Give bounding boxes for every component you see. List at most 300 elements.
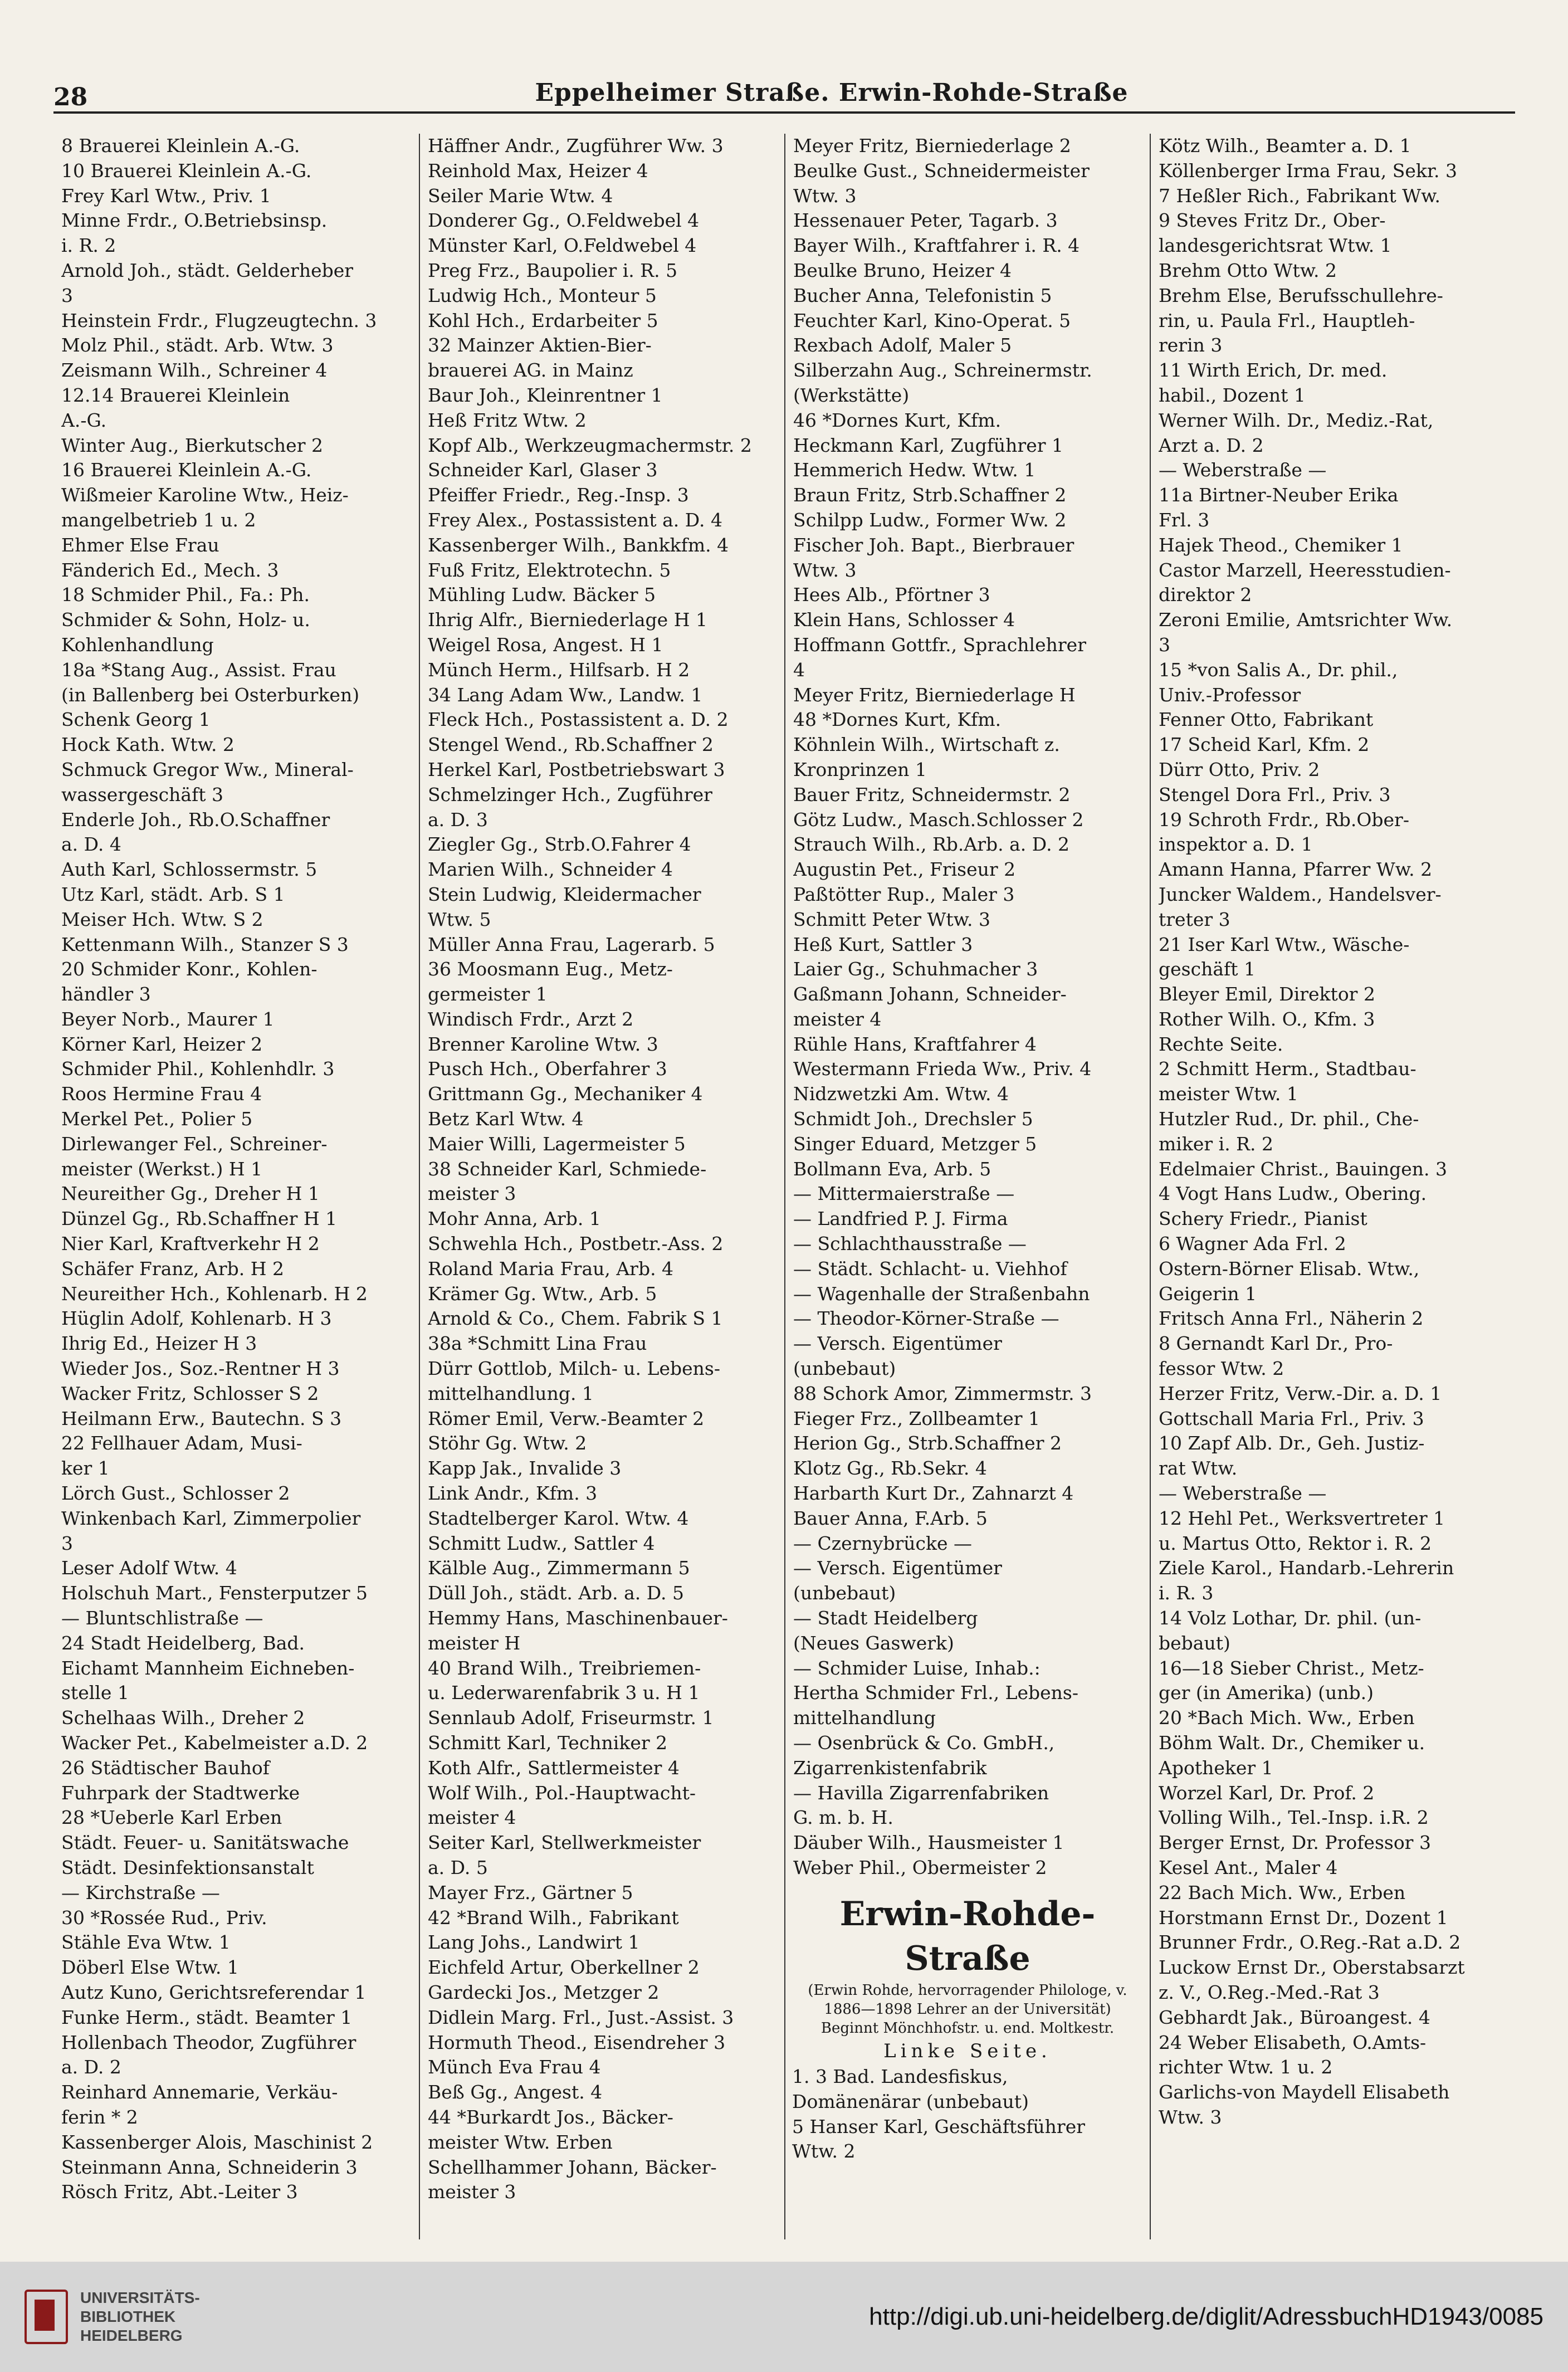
list-item: — Städt. Schlacht- u. Viehhof <box>793 1257 1067 1280</box>
list-item: Klein Hans, Schlosser 4 <box>793 609 1015 631</box>
list-item: meister 4 <box>428 1807 516 1829</box>
list-item: — Bluntschlistraße — <box>61 1607 263 1629</box>
list-item: Schmuck Gregor Ww., Mineral- <box>61 758 354 780</box>
list-item: Laier Gg., Schuhmacher 3 <box>793 958 1038 980</box>
list-item: 3 <box>1159 633 1170 656</box>
list-item: 22 Bach Mich. Ww., Erben <box>1159 1881 1406 1904</box>
list-item: 30 *Rossée Rud., Priv. <box>61 1906 267 1929</box>
list-item: Nier Karl, Kraftverkehr H 2 <box>61 1233 320 1255</box>
list-item: Horstmann Ernst Dr., Dozent 1 <box>1159 1906 1448 1929</box>
list-item: Winter Aug., Bierkutscher 2 <box>61 434 323 456</box>
list-item: Düll Joh., städt. Arb. a. D. 5 <box>428 1582 684 1604</box>
list-item: Heilmann Erw., Bautechn. S 3 <box>61 1407 342 1429</box>
list-item: Hüglin Adolf, Kohlenarb. H 3 <box>61 1307 332 1330</box>
list-item: Rexbach Adolf, Maler 5 <box>793 334 1012 357</box>
list-item: Neureither Hch., Kohlenarb. H 2 <box>61 1282 368 1305</box>
list-item: Wtw. 3 <box>1159 2106 1222 2128</box>
list-item: a. D. 2 <box>61 2056 121 2078</box>
list-item: Autz Kuno, Gerichtsreferendar 1 <box>61 1981 367 2003</box>
list-item: — Havilla Zigarrenfabriken <box>793 1782 1049 1804</box>
list-item: 88 Schork Amor, Zimmermstr. 3 <box>793 1382 1092 1404</box>
list-item: Maier Willi, Lagermeister 5 <box>428 1133 686 1155</box>
list-item: 24 Stadt Heidelberg, Bad. <box>61 1632 305 1654</box>
list-item: stelle 1 <box>61 1682 129 1704</box>
footer-bar <box>0 2262 1568 2372</box>
list-item: mittelhandlung. 1 <box>428 1382 594 1404</box>
list-item: Kapp Jak., Invalide 3 <box>428 1457 622 1480</box>
list-item: Fieger Frz., Zollbeamter 1 <box>793 1407 1041 1429</box>
list-item: Münster Karl, O.Feldwebel 4 <box>428 235 697 257</box>
list-item: Hoffmann Gottfr., Sprachlehrer <box>793 633 1086 656</box>
list-item: Reinhold Max, Heizer 4 <box>428 159 648 182</box>
list-item: Schmitt Peter Wtw. 3 <box>793 908 990 930</box>
list-item: Münch Herm., Hilfsarb. H 2 <box>428 658 690 681</box>
list-item: meister H <box>428 1632 521 1654</box>
list-item: Pusch Hch., Oberfahrer 3 <box>428 1058 667 1080</box>
list-item: Schmitt Karl, Techniker 2 <box>428 1732 668 1754</box>
list-item: 12.14 Brauerei Kleinlein <box>61 384 290 406</box>
list-item: Minne Frdr., O.Betriebsinsp. <box>61 209 328 232</box>
list-item: Schellhammer Johann, Bäcker- <box>428 2156 717 2178</box>
list-item: Herzer Fritz, Verw.-Dir. a. D. 1 <box>1159 1382 1442 1404</box>
list-item: 16 Brauerei Kleinlein A.-G. <box>61 459 312 481</box>
list-item: — Versch. Eigentümer <box>793 1557 1002 1579</box>
list-item: meister Wtw. Erben <box>428 2131 613 2153</box>
list-item: Volling Wilh., Tel.-Insp. i.R. 2 <box>1159 1807 1429 1829</box>
list-item: Enderle Joh., Rb.O.Schaffner <box>61 808 330 831</box>
list-item: mittelhandlung <box>793 1707 936 1729</box>
directory-column-4 <box>1150 134 1515 2239</box>
list-item: Frey Karl Wtw., Priv. 1 <box>61 184 271 207</box>
list-item: a. D. 5 <box>428 1856 488 1878</box>
list-item: miker i. R. 2 <box>1159 1133 1273 1155</box>
list-item: Schmider & Sohn, Holz- u. <box>61 609 310 631</box>
list-item: Hertha Schmider Frl., Lebens- <box>793 1682 1078 1704</box>
list-item: 20 Schmider Konr., Kohlen- <box>61 958 317 980</box>
list-item: Meiser Hch. Wtw. S 2 <box>61 908 263 930</box>
list-item: Beß Gg., Angest. 4 <box>428 2081 603 2103</box>
list-item: Müller Anna Frau, Lagerarb. 5 <box>428 933 715 955</box>
list-item: 18a *Stang Aug., Assist. Frau <box>61 658 336 681</box>
list-item: Arnold & Co., Chem. Fabrik S 1 <box>428 1307 723 1330</box>
list-item: richter Wtw. 1 u. 2 <box>1159 2056 1333 2078</box>
list-item: Hessenauer Peter, Tagarb. 3 <box>793 209 1058 232</box>
list-item: Wtw. 5 <box>428 908 491 930</box>
list-item: meister 3 <box>428 1183 516 1205</box>
list-item: Hock Kath. Wtw. 2 <box>61 734 235 756</box>
list-item: Bauer Anna, F.Arb. 5 <box>793 1507 988 1529</box>
list-item: Schmider Phil., Kohlenhdlr. 3 <box>61 1058 335 1080</box>
list-item: 38 Schneider Karl, Schmiede- <box>428 1158 707 1180</box>
list-item: i. R. 3 <box>1159 1582 1214 1604</box>
list-item: 9 Steves Fritz Dr., Ober- <box>1159 209 1386 232</box>
list-item: Mayer Frz., Gärtner 5 <box>428 1881 633 1904</box>
list-item: Hutzler Rud., Dr. phil., Che- <box>1159 1108 1419 1130</box>
list-item: rin, u. Paula Frl., Hauptleh- <box>1159 309 1415 331</box>
list-item: 40 Brand Wilh., Treibriemen- <box>428 1657 701 1679</box>
list-item: Frl. 3 <box>1159 509 1210 531</box>
list-item: Strauch Wilh., Rb.Arb. a. D. 2 <box>793 833 1070 856</box>
list-item: Kötz Wilh., Beamter a. D. 1 <box>1159 135 1411 157</box>
street-block <box>792 1892 1143 2164</box>
list-item: Auth Karl, Schlossermstr. 5 <box>61 858 317 881</box>
list-item: (Werkstätte) <box>793 384 910 406</box>
list-item: Häffner Andr., Zugführer Ww. 3 <box>428 135 724 157</box>
list-item: Preg Frz., Baupolier i. R. 5 <box>428 259 678 281</box>
source-url[interactable]: http://digi.ub.uni-heidelberg.de/diglit/AdressbuchHD1943/0085 <box>869 2303 1543 2330</box>
directory-column-1 <box>53 134 419 2239</box>
list-item: u. Martus Otto, Rektor i. R. 2 <box>1159 1532 1432 1554</box>
list-item: Kälble Aug., Zimmermann 5 <box>428 1557 690 1579</box>
list-item: Meyer Fritz, Bierniederlage H <box>793 684 1076 706</box>
list-item: Wolf Wilh., Pol.-Hauptwacht- <box>428 1782 696 1804</box>
list-item: Stengel Wend., Rb.Schaffner 2 <box>428 734 714 756</box>
list-item: Neureither Gg., Dreher H 1 <box>61 1183 320 1205</box>
list-item: Schmidt Joh., Drechsler 5 <box>793 1108 1033 1130</box>
list-item: — Stadt Heidelberg <box>793 1607 978 1629</box>
list-item: — Kirchstraße — <box>61 1881 220 1904</box>
list-item: Städt. Desinfektionsanstalt <box>61 1856 314 1878</box>
list-item: Mühling Ludw. Bäcker 5 <box>428 584 656 606</box>
list-item: Worzel Karl, Dr. Prof. 2 <box>1159 1782 1375 1804</box>
list-item: Ludwig Hch., Monteur 5 <box>428 284 657 306</box>
list-item: Hormuth Theod., Eisendreher 3 <box>428 2031 726 2053</box>
list-item: Westermann Frieda Ww., Priv. 4 <box>793 1058 1092 1080</box>
list-item: Heinstein Frdr., Flugzeugtechn. 3 <box>61 309 377 331</box>
list-item: Schilpp Ludw., Former Ww. 2 <box>793 509 1067 531</box>
list-item: Schneider Karl, Glaser 3 <box>428 459 658 481</box>
list-item: 48 *Dornes Kurt, Kfm. <box>793 709 1002 731</box>
list-item: 12 Hehl Pet., Werksvertreter 1 <box>1159 1507 1445 1529</box>
list-item: Hees Alb., Pförtner 3 <box>793 584 990 606</box>
list-item: 15 *von Salis A., Dr. phil., <box>1159 658 1398 681</box>
list-item: — Mittermaierstraße — <box>793 1183 1015 1205</box>
list-item: Mohr Anna, Arb. 1 <box>428 1208 601 1230</box>
list-item: Utz Karl, städt. Arb. S 1 <box>61 883 285 905</box>
list-item: Stöhr Gg. Wtw. 2 <box>428 1432 587 1455</box>
list-item: Wacker Fritz, Schlosser S 2 <box>61 1382 319 1404</box>
list-item: Paßtötter Rup., Maler 3 <box>793 883 1015 905</box>
list-item: bebaut) <box>1159 1632 1230 1654</box>
list-item: Bleyer Emil, Direktor 2 <box>1159 983 1375 1006</box>
list-item: Schmelzinger Hch., Zugführer <box>428 783 712 806</box>
list-item: Kohl Hch., Erdarbeiter 5 <box>428 309 658 331</box>
list-item: — Czernybrücke — <box>793 1532 972 1554</box>
list-item: Braun Fritz, Strb.Schaffner 2 <box>793 484 1067 506</box>
list-item: 11a Birtner-Neuber Erika <box>1159 484 1399 506</box>
list-item: 44 *Burkardt Jos., Bäcker- <box>428 2106 673 2128</box>
list-item: Amann Hanna, Pfarrer Ww. 2 <box>1159 858 1433 881</box>
list-item: — Landfried P. J. Firma <box>793 1208 1008 1230</box>
list-item: Lörch Gust., Schlosser 2 <box>61 1482 290 1505</box>
list-item: Brehm Else, Berufsschullehre- <box>1159 284 1443 306</box>
list-item: 20 *Bach Mich. Ww., Erben <box>1159 1707 1415 1729</box>
list-item: Fuhrpark der Stadtwerke <box>61 1782 300 1804</box>
list-item: 28 *Ueberle Karl Erben <box>61 1807 282 1829</box>
list-item: Kopf Alb., Werkzeugmachermstr. 2 <box>428 434 752 456</box>
list-item: 6 Wagner Ada Frl. 2 <box>1159 1233 1346 1255</box>
list-item: inspektor a. D. 1 <box>1159 833 1313 856</box>
list-item: Beulke Gust., Schneidermeister <box>793 159 1090 182</box>
list-item: Wtw. 3 <box>793 559 857 581</box>
list-item: brauerei AG. in Mainz <box>428 359 633 382</box>
list-item: landesgerichtsrat Wtw. 1 <box>1159 235 1392 257</box>
list-item: Frey Alex., Postassistent a. D. 4 <box>428 509 722 531</box>
list-item: Zigarrenkistenfabrik <box>793 1756 987 1779</box>
list-item: Didlein Marg. Frl., Just.-Assist. 3 <box>428 2006 734 2028</box>
library-name: UNIVERSITÄTS- BIBLIOTHEK HEIDELBERG <box>80 2289 200 2344</box>
list-item: — Schlachthausstraße — <box>793 1233 1027 1255</box>
list-item: Götz Ludw., Masch.Schlosser 2 <box>793 808 1084 831</box>
list-item: Rühle Hans, Kraftfahrer 4 <box>793 1033 1037 1055</box>
list-item: — Schmider Luise, Inhab.: <box>793 1657 1041 1679</box>
list-item: 3 <box>61 284 73 306</box>
list-item: Nidzwetzki Am. Wtw. 4 <box>793 1083 1009 1105</box>
list-item: Seiler Marie Wtw. 4 <box>428 184 613 207</box>
list-item: Schenk Georg 1 <box>61 709 211 731</box>
list-item: Kesel Ant., Maler 4 <box>1159 1856 1338 1878</box>
list-item: 17 Scheid Karl, Kfm. 2 <box>1159 734 1370 756</box>
list-item: Fleck Hch., Postassistent a. D. 2 <box>428 709 729 731</box>
list-item: u. Lederwarenfabrik 3 u. H 1 <box>428 1682 700 1704</box>
list-item: Link Andr., Kfm. 3 <box>428 1482 598 1505</box>
list-item: Baur Joh., Kleinrentner 1 <box>428 384 663 406</box>
list-item: Köllenberger Irma Frau, Sekr. 3 <box>1159 159 1457 182</box>
street-note: (Erwin Rohde, hervorragender Philologe, v. 1886—1898 Lehrer an der Universität) <box>808 1982 1127 2018</box>
list-item: rerin 3 <box>1159 334 1223 357</box>
list-item: meister (Werkst.) H 1 <box>61 1158 263 1180</box>
list-item: 14 Volz Lothar, Dr. phil. (un- <box>1159 1607 1422 1629</box>
list-item: 1. 3 Bad. Landesfiskus, <box>792 2066 1008 2087</box>
list-item: Donderer Gg., O.Feldwebel 4 <box>428 209 700 232</box>
list-item: Eichfeld Artur, Oberkellner 2 <box>428 1956 700 1979</box>
page-header <box>53 67 1515 114</box>
list-item: Schwehla Hch., Postbetr.-Ass. 2 <box>428 1233 724 1255</box>
list-item: 22 Fellhauer Adam, Musi- <box>61 1432 302 1455</box>
list-item: Bauer Fritz, Schneidermstr. 2 <box>793 783 1071 806</box>
list-item: G. m. b. H. <box>793 1807 893 1829</box>
list-item: Stähle Eva Wtw. 1 <box>61 1931 231 1954</box>
list-item: Brenner Karoline Wtw. 3 <box>428 1033 658 1055</box>
directory-column-3 <box>784 134 1150 2239</box>
list-item: Winkenbach Karl, Zimmerpolier <box>61 1507 361 1529</box>
list-item: Reinhard Annemarie, Verkäu- <box>61 2081 338 2103</box>
list-item: Ehmer Else Frau <box>61 534 219 556</box>
list-item: direktor 2 <box>1159 584 1252 606</box>
list-item: Juncker Waldem., Handelsver- <box>1159 883 1442 905</box>
page-title: Eppelheimer Straße. Erwin-Rohde-Straße <box>535 79 1129 107</box>
list-item: Böhm Walt. Dr., Chemiker u. <box>1159 1732 1425 1754</box>
list-item: Werner Wilh. Dr., Mediz.-Rat, <box>1159 409 1434 431</box>
list-item: Weber Phil., Obermeister 2 <box>793 1856 1047 1878</box>
list-item: Rother Wilh. O., Kfm. 3 <box>1159 1008 1375 1030</box>
list-item: — Weberstraße — <box>1159 459 1327 481</box>
list-item: rat Wtw. <box>1159 1457 1238 1480</box>
list-item: Apotheker 1 <box>1159 1756 1273 1779</box>
list-item: 4 <box>793 658 805 681</box>
list-item: Augustin Pet., Friseur 2 <box>793 858 1016 881</box>
list-item: Beyer Norb., Maurer 1 <box>61 1008 275 1030</box>
list-item: Gottschall Maria Frl., Priv. 3 <box>1159 1407 1424 1429</box>
list-item: Seiter Karl, Stellwerkmeister <box>428 1832 701 1854</box>
list-item: Koth Alfr., Sattlermeister 4 <box>428 1756 680 1779</box>
list-item: Roos Hermine Frau 4 <box>61 1083 262 1105</box>
list-item: wassergeschäft 3 <box>61 783 224 806</box>
list-item: 34 Lang Adam Ww., Landw. 1 <box>428 684 703 706</box>
list-item: 8 Gernandt Karl Dr., Pro- <box>1159 1333 1393 1355</box>
list-item: Dirlewanger Fel., Schreiner- <box>61 1133 328 1155</box>
list-item: Wißmeier Karoline Wtw., Heiz- <box>61 484 349 506</box>
list-item: Körner Karl, Heizer 2 <box>61 1033 263 1055</box>
list-item: 10 Zapf Alb. Dr., Geh. Justiz- <box>1159 1432 1425 1455</box>
list-item: Heß Fritz Wtw. 2 <box>428 409 587 431</box>
list-item: Gebhardt Jak., Büroangest. 4 <box>1159 2006 1430 2028</box>
list-item: Ihrig Alfr., Bierniederlage H 1 <box>428 609 707 631</box>
list-item: Stadtelberger Karol. Wtw. 4 <box>428 1507 689 1529</box>
list-item: Bayer Wilh., Kraftfahrer i. R. 4 <box>793 235 1080 257</box>
list-item: 26 Städtischer Bauhof <box>61 1756 270 1779</box>
list-item: Brunner Frdr., O.Reg.-Rat a.D. 2 <box>1159 1931 1461 1954</box>
list-item: 32 Mainzer Aktien-Bier- <box>428 334 652 357</box>
list-item: Windisch Frdr., Arzt 2 <box>428 1008 634 1030</box>
list-item: z. V., O.Reg.-Med.-Rat 3 <box>1159 1981 1380 2003</box>
page-number: 28 <box>53 83 88 111</box>
list-item: Geigerin 1 <box>1159 1282 1257 1305</box>
list-item: Bucher Anna, Telefonistin 5 <box>793 284 1052 306</box>
list-item: 4 Vogt Hans Ludw., Obering. <box>1159 1183 1427 1205</box>
list-item: Merkel Pet., Polier 5 <box>61 1108 253 1130</box>
list-item: Stengel Dora Frl., Priv. 3 <box>1159 783 1391 806</box>
directory-column-2 <box>419 134 784 2239</box>
list-item: Wieder Jos., Soz.-Rentner H 3 <box>61 1358 340 1380</box>
list-item: Berger Ernst, Dr. Professor 3 <box>1159 1832 1431 1854</box>
list-item: Wtw. 2 <box>792 2140 856 2163</box>
list-item: 18 Schmider Phil., Fa.: Ph. <box>61 584 310 606</box>
list-item: germeister 1 <box>428 983 548 1006</box>
list-item: Garlichs-von Maydell Elisabeth <box>1159 2081 1450 2103</box>
list-item: 46 *Dornes Kurt, Kfm. <box>793 409 1002 431</box>
list-item: Arnold Joh., städt. Gelderheber <box>61 259 354 281</box>
list-item: Kohlenhandlung <box>61 633 214 656</box>
list-item: Münch Eva Frau 4 <box>428 2056 601 2078</box>
list-item: 10 Brauerei Kleinlein A.-G. <box>61 159 312 182</box>
list-item: meister Wtw. 1 <box>1159 1083 1298 1105</box>
street-entries <box>792 2064 1143 2164</box>
list-item: Stein Ludwig, Kleidermacher <box>428 883 701 905</box>
list-item: — Theodor-Körner-Straße — <box>793 1307 1059 1330</box>
list-item: 11 Wirth Erich, Dr. med. <box>1159 359 1388 382</box>
list-item: Heß Kurt, Sattler 3 <box>793 933 973 955</box>
list-item: (unbebaut) <box>793 1358 896 1380</box>
list-item: Univ.-Professor <box>1159 684 1301 706</box>
list-item: Wacker Pet., Kabelmeister a.D. 2 <box>61 1732 368 1754</box>
list-item: Sennlaub Adolf, Friseurmstr. 1 <box>428 1707 714 1729</box>
list-item: Fritsch Anna Frl., Näherin 2 <box>1159 1307 1424 1330</box>
list-item: Ostern-Börner Elisab. Wtw., <box>1159 1257 1420 1280</box>
street-heading: Erwin-Rohde-Straße <box>839 1895 1096 1978</box>
directory-columns <box>53 134 1515 2239</box>
list-item: meister 3 <box>428 2181 516 2203</box>
list-item: Rechte Seite. <box>1159 1033 1283 1055</box>
list-item: Bollmann Eva, Arb. 5 <box>793 1158 991 1180</box>
list-item: Rösch Fritz, Abt.-Leiter 3 <box>61 2181 298 2203</box>
list-item: (in Ballenberg bei Osterburken) <box>61 684 360 706</box>
list-item: Wtw. 3 <box>793 184 857 207</box>
list-item: Leser Adolf Wtw. 4 <box>61 1557 237 1579</box>
list-item: Fenner Otto, Fabrikant <box>1159 709 1374 731</box>
list-item: Städt. Feuer- u. Sanitätswache <box>61 1832 349 1854</box>
list-item: Eichamt Mannheim Eichneben- <box>61 1657 355 1679</box>
list-item: Dürr Gottlob, Milch- u. Lebens- <box>428 1358 720 1380</box>
list-item: — Versch. Eigentümer <box>793 1333 1002 1355</box>
list-item: Ziele Karol., Handarb.-Lehrerin <box>1159 1557 1454 1579</box>
list-item: Singer Eduard, Metzger 5 <box>793 1133 1037 1155</box>
list-item: geschäft 1 <box>1159 958 1256 980</box>
list-item: händler 3 <box>61 983 151 1006</box>
list-item: (Neues Gaswerk) <box>793 1632 954 1654</box>
list-item: 7 Heßler Rich., Fabrikant Ww. <box>1159 184 1440 207</box>
list-item: Weigel Rosa, Angest. H 1 <box>428 633 663 656</box>
list-item: — Weberstraße — <box>1159 1482 1327 1505</box>
list-item: Arzt a. D. 2 <box>1159 434 1264 456</box>
list-item: Hemmy Hans, Maschinenbauer- <box>428 1607 728 1629</box>
list-item: ferin * 2 <box>61 2106 138 2128</box>
list-item: Klotz Gg., Rb.Sekr. 4 <box>793 1457 987 1480</box>
list-item: Gardecki Jos., Metzger 2 <box>428 1981 660 2003</box>
list-item: Brehm Otto Wtw. 2 <box>1159 259 1337 281</box>
list-item: Luckow Ernst Dr., Oberstabsarzt <box>1159 1956 1465 1979</box>
list-item: 8 Brauerei Kleinlein A.-G. <box>61 135 300 157</box>
list-item: ker 1 <box>61 1457 110 1480</box>
list-item: Kassenberger Alois, Maschinist 2 <box>61 2131 373 2153</box>
list-item: fessor Wtw. 2 <box>1159 1358 1284 1380</box>
list-item: Herion Gg., Strb.Schaffner 2 <box>793 1432 1062 1455</box>
list-item: Kassenberger Wilh., Bankkfm. 4 <box>428 534 729 556</box>
list-item: 24 Weber Elisabeth, O.Amts- <box>1159 2031 1427 2053</box>
list-item: Fischer Joh. Bapt., Bierbrauer <box>793 534 1074 556</box>
list-item: 5 Hanser Karl, Geschäftsführer <box>792 2115 1086 2137</box>
list-item: mangelbetrieb 1 u. 2 <box>61 509 256 531</box>
list-item: meister 4 <box>793 1008 882 1030</box>
list-item: Holschuh Mart., Fensterputzer 5 <box>61 1582 368 1604</box>
list-item: Hemmerich Hedw. Wtw. 1 <box>793 459 1036 481</box>
list-item: habil., Dozent 1 <box>1159 384 1306 406</box>
street-start: Beginnt Mönchhofstr. u. end. Moltkestr. <box>820 2020 1115 2037</box>
street-side: Linke Seite. <box>883 2040 1052 2062</box>
list-item: 19 Schroth Frdr., Rb.Ober- <box>1159 808 1409 831</box>
list-item: Heckmann Karl, Zugführer 1 <box>793 434 1063 456</box>
list-item: Zeroni Emilie, Amtsrichter Ww. <box>1159 609 1453 631</box>
list-item: 21 Iser Karl Wtw., Wäsche- <box>1159 933 1410 955</box>
list-item: Castor Marzell, Heeresstudien- <box>1159 559 1451 581</box>
list-item: Herkel Karl, Postbetriebswart 3 <box>428 758 725 780</box>
list-item: Domänenärar (unbebaut) <box>792 2090 1029 2112</box>
list-item: 2 Schmitt Herm., Stadtbau- <box>1159 1058 1416 1080</box>
list-item: Köhnlein Wilh., Wirtschaft z. <box>793 734 1060 756</box>
list-item: Edelmaier Christ., Bauingen. 3 <box>1159 1158 1447 1180</box>
list-item: 42 *Brand Wilh., Fabrikant <box>428 1906 679 1929</box>
list-item: 16—18 Sieber Christ., Metz- <box>1159 1657 1424 1679</box>
list-item: — Wagenhalle der Straßenbahn <box>793 1282 1090 1305</box>
list-item: Marien Wilh., Schneider 4 <box>428 858 673 881</box>
list-item: Römer Emil, Verw.-Beamter 2 <box>428 1407 705 1429</box>
list-item: A.-G. <box>61 409 107 431</box>
list-item: Betz Karl Wtw. 4 <box>428 1108 584 1130</box>
list-item: Harbarth Kurt Dr., Zahnarzt 4 <box>793 1482 1074 1505</box>
list-item: Krämer Gg. Wtw., Arb. 5 <box>428 1282 657 1305</box>
list-item: 3 <box>61 1532 73 1554</box>
list-item: 38a *Schmitt Lina Frau <box>428 1333 647 1355</box>
